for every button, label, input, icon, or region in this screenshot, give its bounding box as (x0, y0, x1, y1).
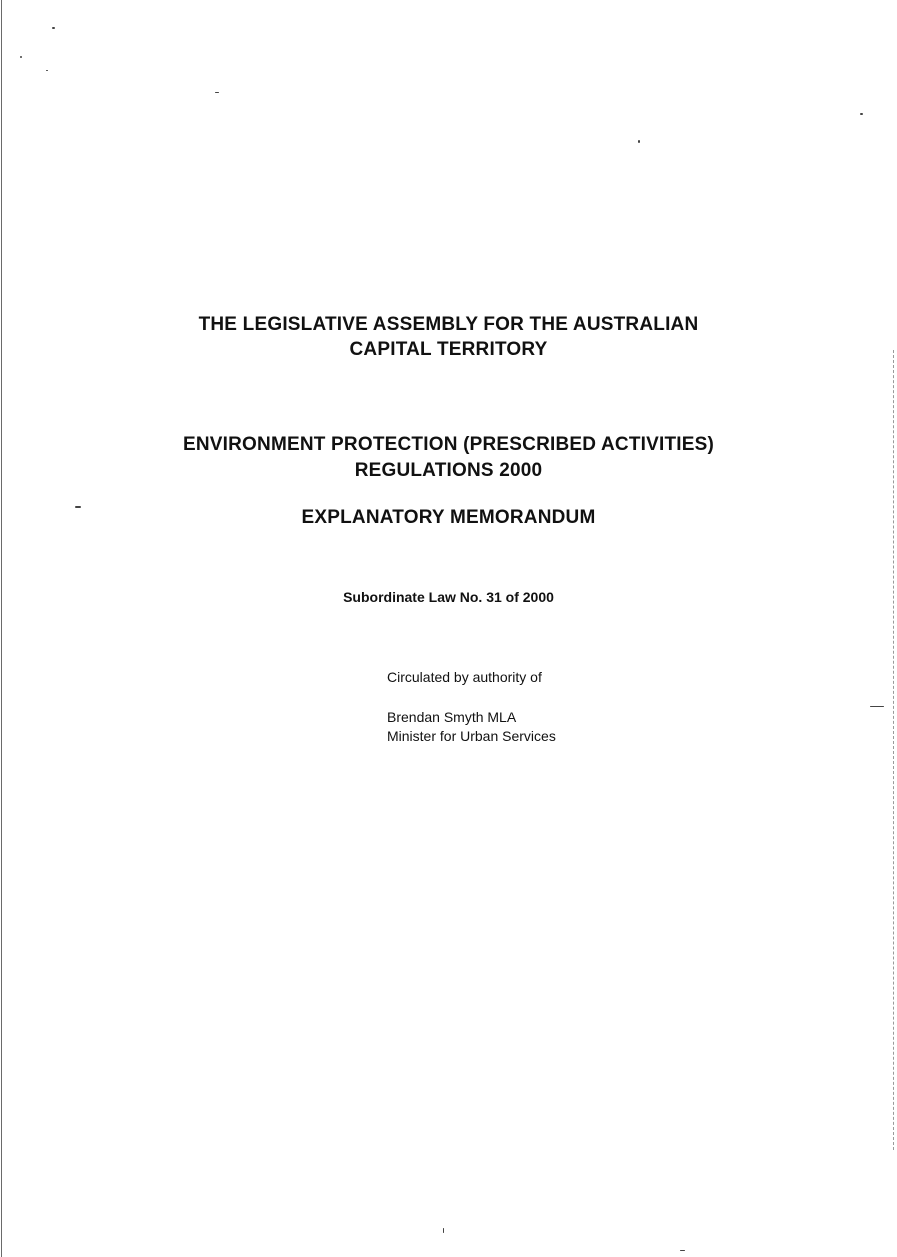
minister-portfolio: Minister for Urban Services (387, 728, 556, 744)
assembly-title-line2: CAPITAL TERRITORY (349, 339, 548, 360)
regulation-title (0, 432, 897, 484)
assembly-title (0, 312, 897, 362)
memorandum-title: EXPLANATORY MEMORANDUM (301, 507, 596, 528)
minister-name: Brendan Smyth MLA (387, 709, 517, 725)
regulation-title-line1: ENVIRONMENT PROTECTION (PRESCRIBED ACTIVITIES) (182, 434, 715, 455)
scan-speck (52, 27, 55, 29)
scan-speck (870, 706, 884, 707)
minister-signatory (387, 708, 556, 746)
assembly-title-line1: THE LEGISLATIVE ASSEMBLY FOR THE AUSTRALIAN (198, 314, 699, 335)
scan-speck (20, 56, 22, 58)
regulation-title-line2: REGULATIONS 2000 (354, 460, 543, 481)
scan-speck (443, 1228, 444, 1233)
scan-speck (680, 1250, 685, 1251)
scan-speck (860, 113, 863, 115)
scan-speck (46, 70, 48, 71)
scan-edge-left (1, 0, 2, 1257)
scan-speck (638, 140, 640, 143)
scan-speck (215, 92, 219, 93)
subordinate-law-number: Subordinate Law No. 31 of 2000 (343, 589, 554, 605)
circulated-by: Circulated by authority of (387, 669, 542, 685)
